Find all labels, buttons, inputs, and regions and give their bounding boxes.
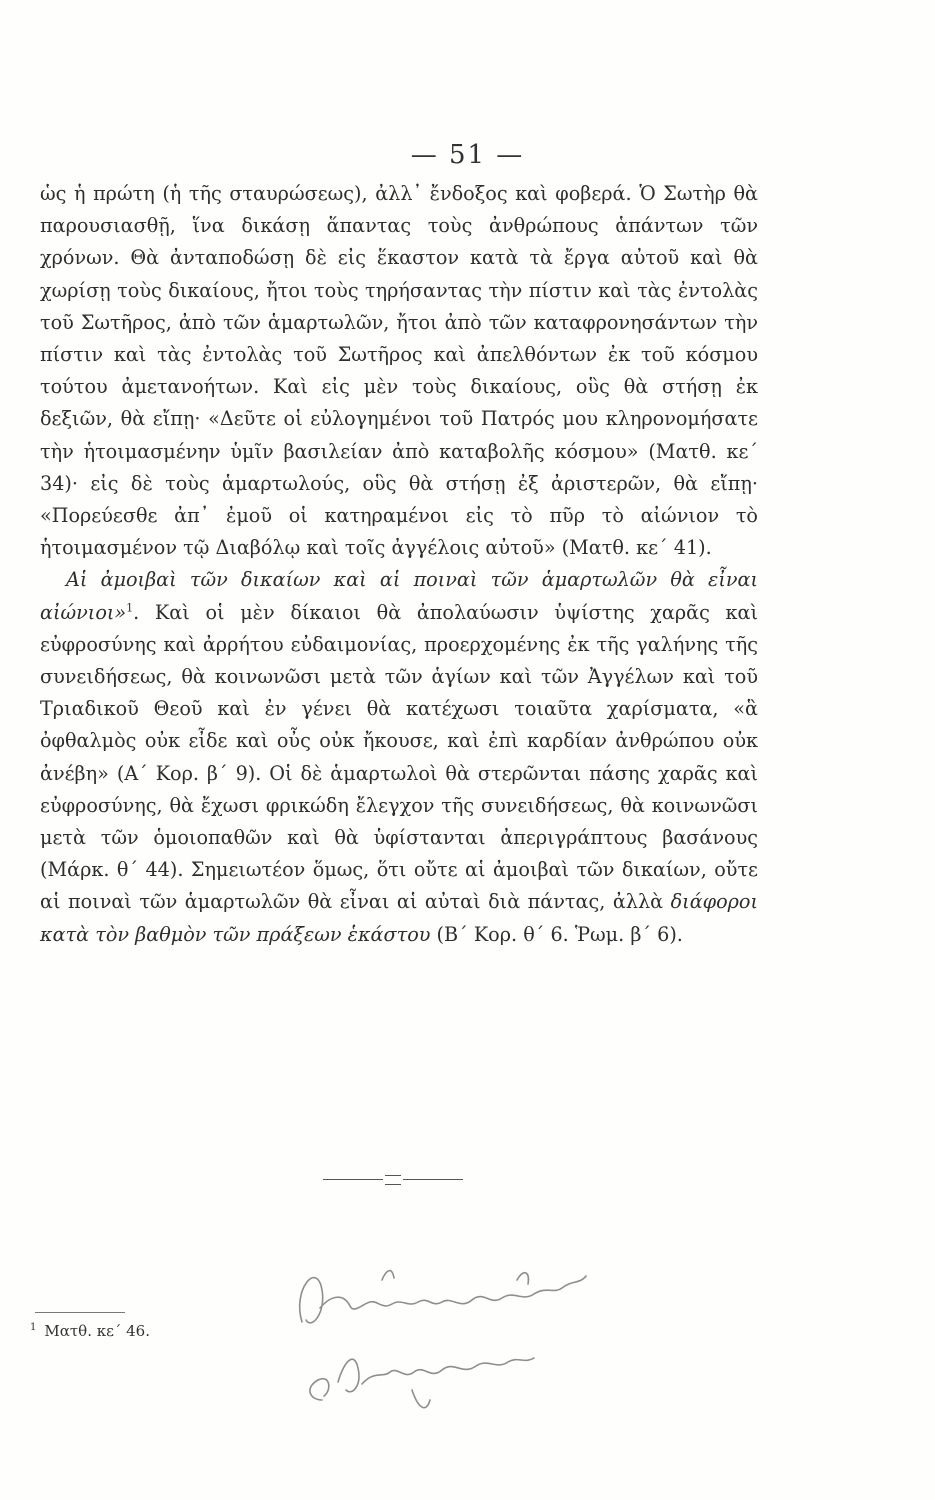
footnote — [30, 1322, 150, 1340]
ornament-rule-left — [323, 1179, 383, 1180]
page-number: — 51 — — [410, 140, 525, 170]
footnote-text: Ματθ. κε΄ 46. — [44, 1322, 150, 1340]
paragraph-text: . Καὶ οἱ μὲν δίκαιοι θὰ ἀπολαύωσιν ὑψίστης χαρᾶς καὶ εὐφροσύνης καὶ ἀρρήτου εὐδαιμονίας, προερχομένης ἐκ τῆς γαλήνης τῆς συνειδήσεως, θὰ κοινωνῶσι μετὰ τῶν ἁγίων καὶ τῶν Ἀγγέλων καὶ τοῦ Τριαδικοῦ Θεοῦ καὶ ἐν γένει θὰ κατέχωσι τοιαῦτα χαρίσματα, «ἃ ὀφθαλμὸς οὐκ εἶδε καὶ οὖς οὐκ ἤκουσε, καὶ ἐπὶ καρδίαν ἀνθρώπου οὐκ ἀνέβη» (Α΄ Κορ. β΄ 9). Οἱ δὲ ἁμαρτωλοὶ θὰ στερῶνται πάσης χαρᾶς καὶ εὐφροσύνης, θὰ ἔχωσι φρικώδη ἔλεγχον τῆς συνειδήσεως, θὰ κοινωνῶσι μετὰ τῶν ὁμοιοπαθῶν καὶ θὰ ὑφίστανται ἀπεριγράπτους βασάνους (Μάρκ. θ΄ 44). Σημειωτέον ὅμως, ὅτι οὔτε αἱ ἀμοιβαὶ τῶν δικαίων, οὔτε αἱ ποιναὶ τῶν ἁμαρτωλῶν θὰ εἶναι αἱ αὐταὶ διὰ πάντας, ἀλλὰ — [40, 600, 758, 914]
ornament-rule-right — [403, 1179, 463, 1180]
ornament-center — [385, 1175, 401, 1185]
footnote-separator — [35, 1312, 125, 1313]
handwritten-signature — [262, 1250, 622, 1420]
paragraph-text: (Β΄ Κορ. θ΄ 6. Ῥωμ. β΄ 6). — [430, 922, 683, 946]
emphasis-text: Αἱ ἀμοιβαὶ τῶν δικαίων καὶ αἱ ποιναὶ τῶν ἁμαρτωλῶν θὰ εἶναι αἰώνιοι» — [40, 568, 758, 624]
body-text — [40, 178, 758, 951]
paragraph-judgment — [40, 178, 758, 564]
emphasis-text: διάφοροι κατὰ τὸν βαθμὸν τῶν πράξεων ἑκάστου — [40, 890, 758, 946]
footnote-mark: 1 — [30, 1322, 37, 1333]
footnote-reference: 1 — [126, 601, 134, 615]
section-end-ornament — [323, 1173, 463, 1187]
paragraph-text: ὡς ἡ πρώτη (ἡ τῆς σταυρώσεως), ἀλλ᾽ ἔνδοξος καὶ φοβερά. Ὁ Σωτὴρ θὰ παρουσιασθῇ, ἵνα δικάσῃ ἅπαντας τοὺς ἀνθρώπους ἁπάντων τῶν χρόνων. Θὰ ἀνταποδώσῃ δὲ εἰς ἕκαστον κατὰ τὰ ἔργα αὐτοῦ καὶ θὰ χωρίσῃ τοὺς δικαίους, ἤτοι τοὺς τηρήσαντας τὴν πίστιν καὶ τὰς ἐντολὰς τοῦ Σωτῆρος, ἀπὸ τῶν ἁμαρτωλῶν, ἤτοι ἀπὸ τῶν καταφρονησάντων τὴν πίστιν καὶ τὰς ἐντολὰς τοῦ Σωτῆρος καὶ ἀπελθόντων ἐκ τοῦ κόσμου τούτου ἀμετανοήτων. Καὶ εἰς μὲν τοὺς δικαίους, οὓς θὰ στήσῃ ἐκ δεξιῶν, θὰ εἴπῃ· «Δεῦτε οἱ εὐλογημένοι τοῦ Πατρός μου κληρονομήσατε τὴν ἡτοιμασμένην ὑμῖν βασιλείαν ἀπὸ καταβολῆς κόσμου» (Ματθ. κε΄ 34)· εἰς δὲ τοὺς ἁμαρτωλούς, οὓς θὰ στήσῃ ἐξ ἀριστερῶν, θὰ εἴπῃ· «Πορεύεσθε ἀπ᾽ ἐμοῦ οἱ κατηραμένοι εἰς τὸ πῦρ τὸ αἰώνιον τὸ ἡτοιμασμένον τῷ Διαβόλῳ καὶ τοῖς ἀγγέλοις αὐτοῦ» (Ματθ. κε΄ 41). — [40, 182, 758, 560]
paragraph-rewards — [40, 564, 758, 950]
